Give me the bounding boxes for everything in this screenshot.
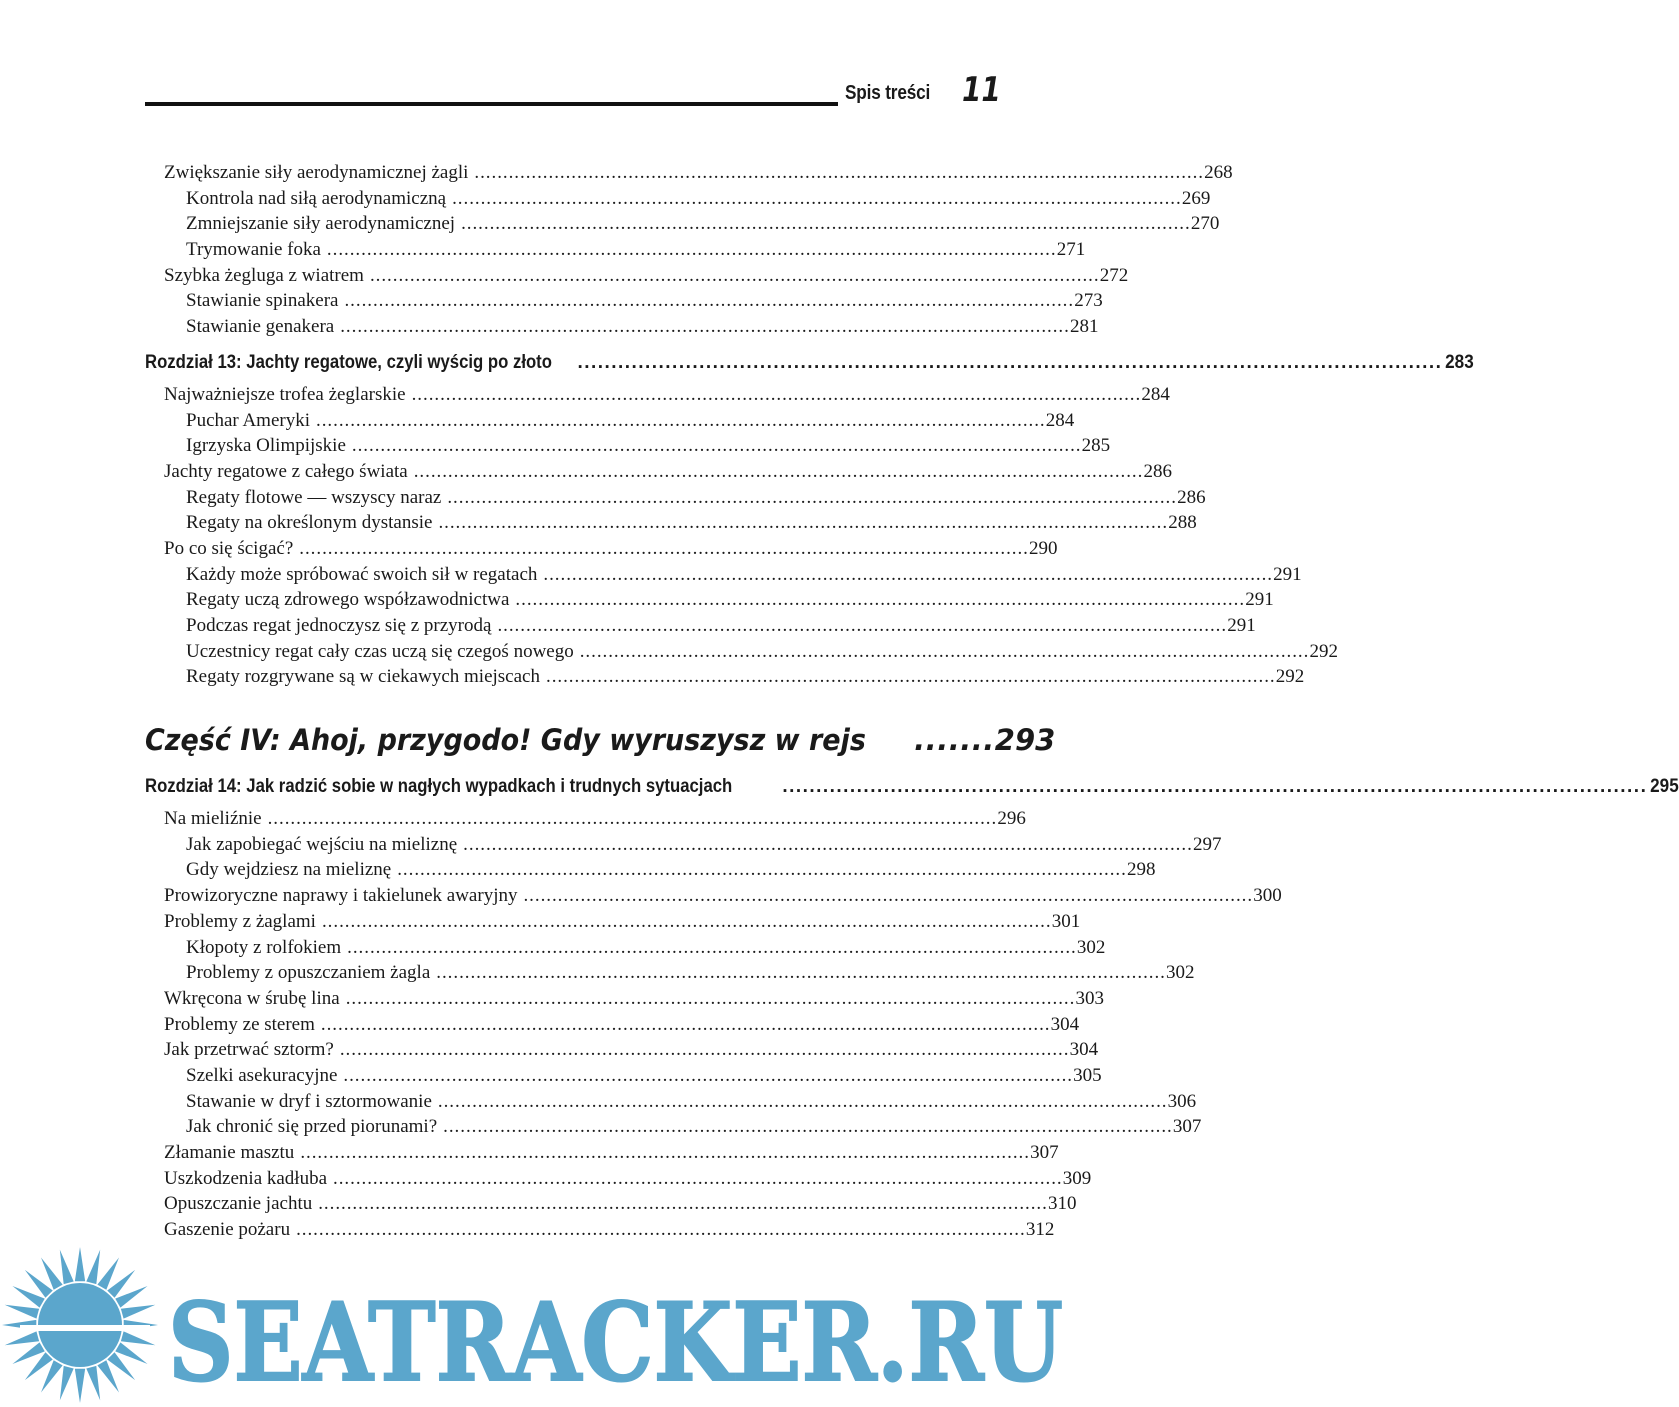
sun-ray — [86, 1250, 100, 1284]
toc-entry[interactable] — [145, 1191, 1077, 1217]
dot-leader — [497, 613, 1224, 639]
dot-leader — [515, 587, 1242, 613]
dot-leader — [321, 1012, 1048, 1038]
toc-entry-title: Szelki asekuracyjne — [186, 1064, 338, 1086]
toc-entry-page: 272 — [1099, 264, 1129, 286]
toc-entry-page: 297 — [1192, 833, 1222, 855]
toc-entry-title: Regaty rozgrywane są w ciekawych miejscach — [186, 666, 540, 688]
sun-ray — [5, 1331, 39, 1345]
sun-ray — [5, 1305, 39, 1319]
toc-entry[interactable] — [145, 314, 1099, 340]
toc-entry-page: 305 — [1073, 1064, 1102, 1086]
toc-entry[interactable] — [145, 288, 1103, 314]
toc-entry-title: Regaty na określonym dystansie — [186, 512, 433, 534]
chapter-13-entries — [145, 382, 1338, 690]
toc-entry-title: Gaszenie pożaru — [164, 1219, 291, 1241]
toc-entry-page: 307 — [1030, 1142, 1059, 1163]
sun-ray — [75, 1369, 85, 1403]
toc-entry-title: Złamanie masztu — [164, 1142, 295, 1163]
dot-leader — [543, 562, 1270, 588]
toc-entry[interactable] — [145, 459, 1172, 485]
toc-entry-title: Jachty regatowe z całego świata — [164, 460, 408, 482]
toc-entry-title: Kłopoty z rolfokiem — [186, 936, 342, 958]
toc-entry[interactable] — [145, 806, 1026, 832]
toc-entry-page: 286 — [1177, 486, 1206, 508]
dot-leader — [436, 960, 1163, 986]
dot-leader — [782, 770, 1644, 804]
toc-entry-page: 269 — [1181, 187, 1211, 209]
toc-entry-page: 298 — [1127, 859, 1156, 881]
toc-entry[interactable] — [145, 1140, 1059, 1166]
chapter-title: Rozdział 13: Jachty regatowe, czyli wyścig po złoto — [145, 351, 552, 373]
toc-entry[interactable] — [145, 960, 1195, 986]
toc-entry-title: Zmniejszanie siły aerodynamicznej — [186, 213, 456, 235]
toc-entry-title: Najważniejsze trofea żeglarskie — [164, 383, 406, 405]
toc-entry-page: 304 — [1050, 1013, 1080, 1035]
toc-entry-page: 284 — [1045, 409, 1075, 431]
toc-entry-title: Na mieliźnie — [164, 808, 262, 830]
chapter-page: 283 — [1445, 351, 1474, 373]
dot-leader — [296, 1217, 1023, 1243]
toc-entry-title: Regaty uczą zdrowego współzawodnictwa — [186, 589, 510, 611]
toc-entry-page: 290 — [1029, 537, 1058, 559]
toc-entry[interactable] — [145, 160, 1233, 186]
toc-entry-page: 306 — [1167, 1090, 1197, 1112]
toc-entry-page: 304 — [1069, 1039, 1099, 1061]
toc-entry[interactable] — [145, 1012, 1080, 1038]
dot-leader — [316, 408, 1043, 434]
toc-entry[interactable] — [145, 485, 1206, 511]
dot-leader — [300, 1140, 1027, 1166]
toc-entry-title: Stawanie w dryf i sztormowanie — [186, 1090, 432, 1112]
horizon-line — [20, 1325, 150, 1331]
toc-entry-page: 310 — [1048, 1193, 1077, 1215]
toc-entry-page: 288 — [1168, 512, 1197, 534]
dot-leader — [412, 382, 1139, 408]
page-header — [145, 70, 1001, 110]
toc-entry-page: 268 — [1204, 162, 1233, 183]
toc-entry-title: Regaty flotowe — wszyscy naraz — [186, 486, 442, 508]
toc-entry-page: 271 — [1056, 239, 1086, 261]
toc-entry-title: Problemy z żaglami — [164, 910, 316, 932]
dot-leader — [474, 160, 1201, 186]
toc-entry[interactable] — [145, 1089, 1197, 1115]
toc-entry-page: 281 — [1070, 316, 1099, 338]
dot-leader — [344, 288, 1071, 314]
toc-entry-title: Wkręcona w śrubę lina — [164, 987, 340, 1009]
toc-entry-page: 291 — [1245, 589, 1274, 611]
sun-ray — [121, 1331, 155, 1345]
chapter-14-heading[interactable] — [145, 770, 1679, 804]
toc-entry[interactable] — [145, 664, 1305, 690]
toc-entry-title: Prowizoryczne naprawy i takielunek awaryjny — [164, 885, 518, 907]
dot-leader — [333, 1166, 1060, 1192]
toc-entry-title: Po co się ścigać? — [164, 537, 294, 559]
toc-entry[interactable] — [145, 639, 1338, 665]
sun-ray — [60, 1366, 74, 1400]
sun-ray — [60, 1250, 74, 1284]
toc-entry[interactable] — [145, 186, 1211, 212]
toc-entry-title: Problemy z opuszczaniem żagla — [186, 962, 431, 984]
toc-entry[interactable] — [145, 613, 1256, 639]
watermark — [0, 1240, 1080, 1407]
dot-leader — [447, 485, 1174, 511]
table-of-contents — [145, 160, 1679, 1243]
dot-leader — [461, 211, 1188, 237]
toc-entry-page: 292 — [1309, 640, 1338, 662]
running-head-title: Spis treści — [845, 82, 931, 104]
toc-entry[interactable] — [145, 883, 1282, 909]
toc-entry-page: 301 — [1051, 910, 1081, 932]
toc-entry-title: Jak zapobiegać wejściu na mieliznę — [186, 833, 458, 855]
dot-leader — [346, 986, 1073, 1012]
part-title: Część IV: Ahoj, przygodo! Gdy wyruszysz w rejs — [145, 723, 866, 758]
dot-leader — [452, 186, 1179, 212]
toc-entry-page: 309 — [1062, 1167, 1092, 1189]
toc-entry[interactable] — [145, 263, 1129, 289]
toc-entry-title: Trymowanie foka — [186, 239, 321, 261]
toc-entry-title: Puchar Ameryki — [186, 409, 311, 431]
toc-entry[interactable] — [145, 1063, 1102, 1089]
header-rule — [145, 102, 838, 106]
toc-entry-page: 292 — [1275, 666, 1305, 688]
toc-entry-title: Uczestnicy regat cały czas uczą się czegoś nowego — [186, 640, 574, 662]
dot-leader — [347, 935, 1074, 961]
toc-entry-page: 296 — [997, 808, 1026, 830]
toc-entry-title: Stawianie genakera — [186, 316, 335, 338]
part-4-heading[interactable] — [145, 716, 1056, 764]
toc-entry[interactable] — [145, 1037, 1099, 1063]
dot-leader — [546, 664, 1273, 690]
toc-entry-title: Uszkodzenia kadłuba — [164, 1167, 328, 1189]
dot-leader — [322, 909, 1049, 935]
toc-entry-page: 300 — [1253, 885, 1282, 907]
sun-ray — [121, 1305, 155, 1319]
sun-ray — [86, 1366, 100, 1400]
toc-entry-page: 284 — [1141, 383, 1170, 405]
dot-leader — [268, 806, 995, 832]
toc-entry-title: Opuszczanie jachtu — [164, 1193, 313, 1215]
toc-entry[interactable] — [145, 935, 1106, 961]
dot-leader — [438, 510, 1165, 536]
dot-leader — [438, 1089, 1165, 1115]
part-dot-leader: ....... — [914, 723, 995, 758]
toc-entry-page: 291 — [1227, 615, 1256, 636]
toc-entry-title: Problemy ze sterem — [164, 1013, 315, 1035]
toc-entry[interactable] — [145, 986, 1104, 1012]
toc-entry-page: 307 — [1172, 1116, 1202, 1138]
dot-leader — [352, 433, 1079, 459]
dot-leader — [327, 237, 1054, 263]
toc-entry-page: 291 — [1273, 563, 1302, 585]
toc-entry-title: Igrzyska Olimpijskie — [186, 435, 346, 457]
dot-leader — [397, 857, 1124, 883]
toc-entry[interactable] — [145, 536, 1058, 562]
chapter-page: 295 — [1650, 776, 1679, 798]
toc-entry-title: Podczas regat jednoczysz się z przyrodą — [186, 615, 492, 636]
toc-entry-page: 303 — [1075, 987, 1104, 1009]
toc-entry-title: Gdy wejdziesz na mieliznę — [186, 859, 392, 881]
toc-entry[interactable] — [145, 237, 1086, 263]
dot-leader — [340, 1037, 1067, 1063]
dot-leader — [414, 459, 1141, 485]
toc-entry[interactable] — [145, 510, 1197, 536]
dot-leader — [318, 1191, 1045, 1217]
dot-leader — [523, 883, 1250, 909]
chapter-14-entries — [145, 806, 1282, 1243]
toc-entry-page: 302 — [1166, 962, 1195, 984]
toc-entry-title: Każdy może spróbować swoich sił w regatach — [186, 563, 538, 585]
toc-entry[interactable] — [145, 1217, 1055, 1243]
dot-leader — [343, 1063, 1070, 1089]
toc-entry-title: Kontrola nad siłą aerodynamiczną — [186, 187, 447, 209]
dot-leader — [580, 639, 1307, 665]
toc-entry-title: Zwiększanie siły aerodynamicznej żagli — [164, 162, 469, 183]
chapter-13-heading[interactable] — [145, 346, 1474, 380]
toc-entry-page: 312 — [1025, 1219, 1055, 1241]
toc-entry[interactable] — [145, 408, 1075, 434]
toc-entry-title: Jak chronić się przed piorunami? — [186, 1116, 438, 1138]
toc-entry-page: 302 — [1076, 936, 1106, 958]
toc-entry-title: Stawianie spinakera — [186, 290, 339, 312]
dot-leader — [370, 263, 1097, 289]
watermark-graphic — [0, 1240, 1080, 1407]
toc-entry-page: 270 — [1190, 213, 1220, 235]
part-page: 293 — [994, 723, 1056, 758]
toc-entry-page: 273 — [1074, 290, 1103, 312]
toc-entry[interactable] — [145, 1114, 1202, 1140]
toc-entry-title: Szybka żegluga z wiatrem — [164, 264, 364, 286]
toc-entry[interactable] — [145, 433, 1111, 459]
toc-section-continued — [145, 160, 1233, 340]
toc-entry[interactable] — [145, 587, 1274, 613]
dot-leader — [299, 536, 1026, 562]
toc-entry-title: Jak przetrwać sztorm? — [164, 1039, 334, 1061]
toc-entry[interactable] — [145, 211, 1220, 237]
toc-entry[interactable] — [145, 382, 1170, 408]
watermark-text: SEATRACKER.RU — [168, 1280, 1063, 1406]
dot-leader — [463, 832, 1190, 858]
page-number: 11 — [962, 70, 1001, 110]
dot-leader — [577, 346, 1439, 380]
toc-entry[interactable] — [145, 832, 1222, 858]
toc-entry-page: 286 — [1143, 460, 1172, 482]
toc-entry-page: 285 — [1081, 435, 1111, 457]
toc-entry[interactable] — [145, 909, 1081, 935]
toc-entry[interactable] — [145, 857, 1156, 883]
dot-leader — [340, 314, 1067, 340]
sun-over-sea-icon — [2, 1247, 158, 1403]
sun-ray — [75, 1247, 85, 1281]
toc-entry[interactable] — [145, 562, 1302, 588]
chapter-title: Rozdział 14: Jak radzić sobie w nagłych wypadkach i trudnych sytuacjach — [145, 776, 733, 798]
dot-leader — [443, 1114, 1170, 1140]
toc-entry[interactable] — [145, 1166, 1092, 1192]
